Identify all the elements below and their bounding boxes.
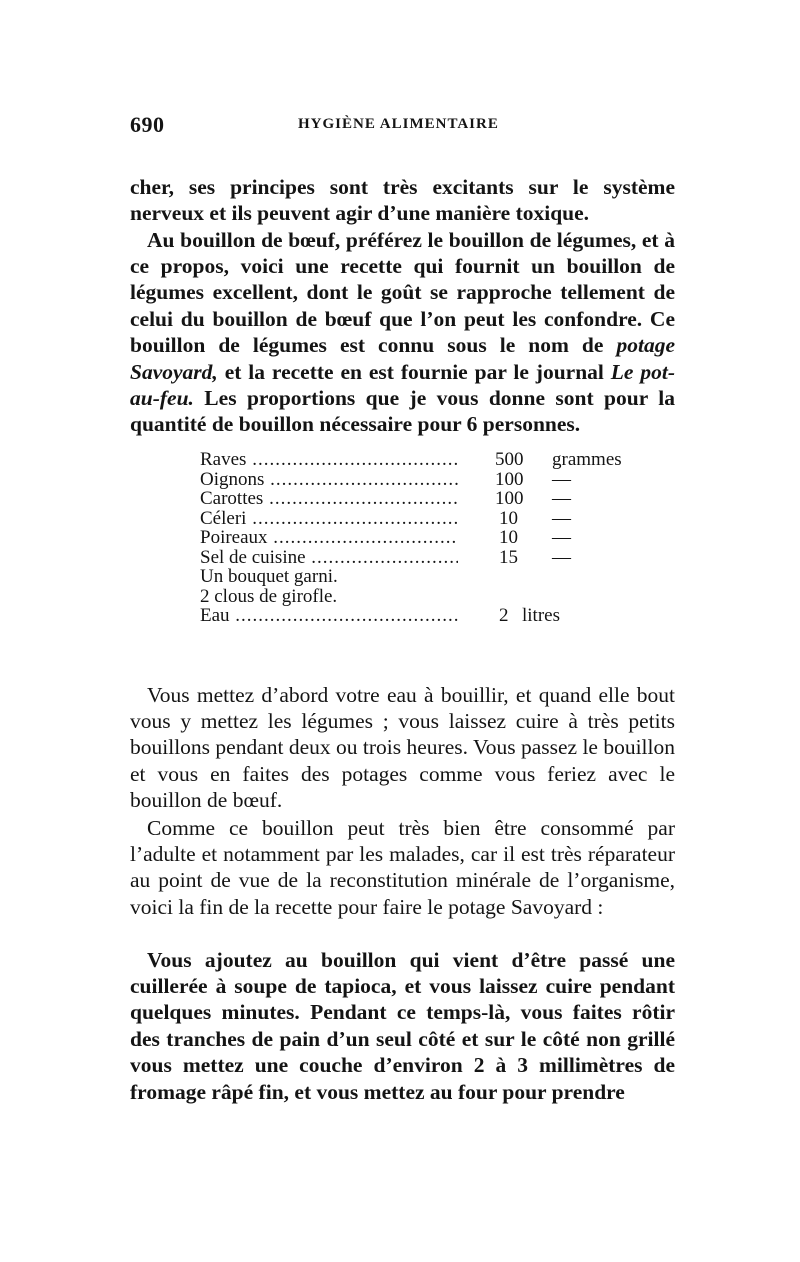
ingredient-row (200, 548, 620, 568)
ingredient-quantity: 100 (495, 468, 524, 490)
page-header (130, 112, 675, 138)
paragraph-3: Vous mettez d’abord votre eau à bouillir, et quand elle bout vous y mettez les légumes ; vous laissez cuire à très petits bouillons pendant deux ou trois heures. Vous passez le bouillon et vous en faites des potages comme vous feriez avec le bouillon de bœuf. (130, 682, 676, 813)
ingredient-row (200, 567, 620, 587)
ingredient-row (200, 528, 620, 548)
recipe-ingredients-table (200, 450, 620, 626)
ingredient-name: Carottes ..... (200, 489, 458, 509)
paragraph-4: Comme ce bouillon peut très bien être consommé par l’adulte et notamment par les malades, car il est très réparateur au point de vue de la reconstitution minérale de l’organisme, voici la fin de la recette pour faire le potage Savoyard : (130, 815, 675, 919)
ingredient-unit: grammes (552, 449, 622, 470)
paragraph-2 (130, 227, 675, 438)
ingredient-name: Céleri ..... (200, 509, 458, 529)
paragraph-1: cher, ses principes sont très excitants sur le système nerveux et ils peuvent agir d’une manière toxique. (130, 174, 675, 225)
ingredient-row (200, 587, 620, 607)
recipe-name-italic: potage Savoyard, (130, 333, 675, 384)
paragraph-5: Vous ajoutez au bouillon qui vient d’être passé une cuillerée à soupe de tapioca, et vous laissez cuire pendant quelques minutes. Pendant ce temps-là, vous faites rôtir des tranches de pain d’un seul côté et sur le côté non grillé vous mettez une couche d’environ 2 à 3 millimètres de fromage râpé fin, et vous mettez au four pour prendre (130, 947, 675, 1104)
ingredient-unit: — (552, 527, 571, 548)
ingredient-quantity: 100 (495, 488, 524, 509)
paragraph-2-text-c: Les proportions que je vous donne sont pour la quantité de bouillon nécessaire pour 6 personnes. (130, 385, 675, 437)
ingredient-quantity: 500 (495, 449, 524, 470)
ingredient-name: Sel de cuisine ..... (200, 548, 458, 568)
page-number: 690 (130, 112, 165, 137)
ingredient-row (200, 489, 620, 509)
running-title: HYGIÈNE ALIMENTAIRE (298, 116, 499, 132)
ingredient-name: Un bouquet garni. (200, 567, 338, 587)
ingredient-name: Poireaux ..... (200, 528, 458, 548)
paragraph-2-text-a: Au bouillon de bœuf, préférez le bouillon de légumes, et à ce propos, voici une recette qui fournit un bouillon de légumes excellent, dont le goût se rapproche tellement de celui du bouillon de bœuf que l’on peut les confondre. Ce bouillon de légumes est connu sous le nom de (130, 227, 675, 358)
ingredient-unit: — (552, 488, 571, 509)
ingredient-row (200, 606, 620, 626)
ingredient-name: Oignons ..... (200, 470, 458, 490)
ingredient-quantity: 2 (499, 605, 509, 626)
ingredient-name: 2 clous de girofle. (200, 586, 338, 606)
ingredient-unit: litres (522, 605, 560, 626)
ingredient-name: Raves ..... (200, 450, 458, 470)
ingredient-row (200, 470, 620, 490)
paragraph-2-text-b: et la recette en est fournie par le journal (217, 359, 611, 384)
ingredient-row (200, 450, 620, 470)
ingredient-unit: — (552, 468, 571, 490)
ingredient-row (200, 509, 620, 529)
ingredient-quantity: 10 (499, 527, 518, 548)
ingredient-quantity: 10 (499, 507, 518, 529)
journal-name-italic: Le pot-au-feu. (130, 359, 675, 410)
ingredient-quantity: 15 (499, 546, 518, 568)
ingredient-name: Eau ..... (200, 606, 458, 626)
ingredient-unit: — (552, 507, 571, 529)
ingredient-unit: — (552, 546, 571, 568)
